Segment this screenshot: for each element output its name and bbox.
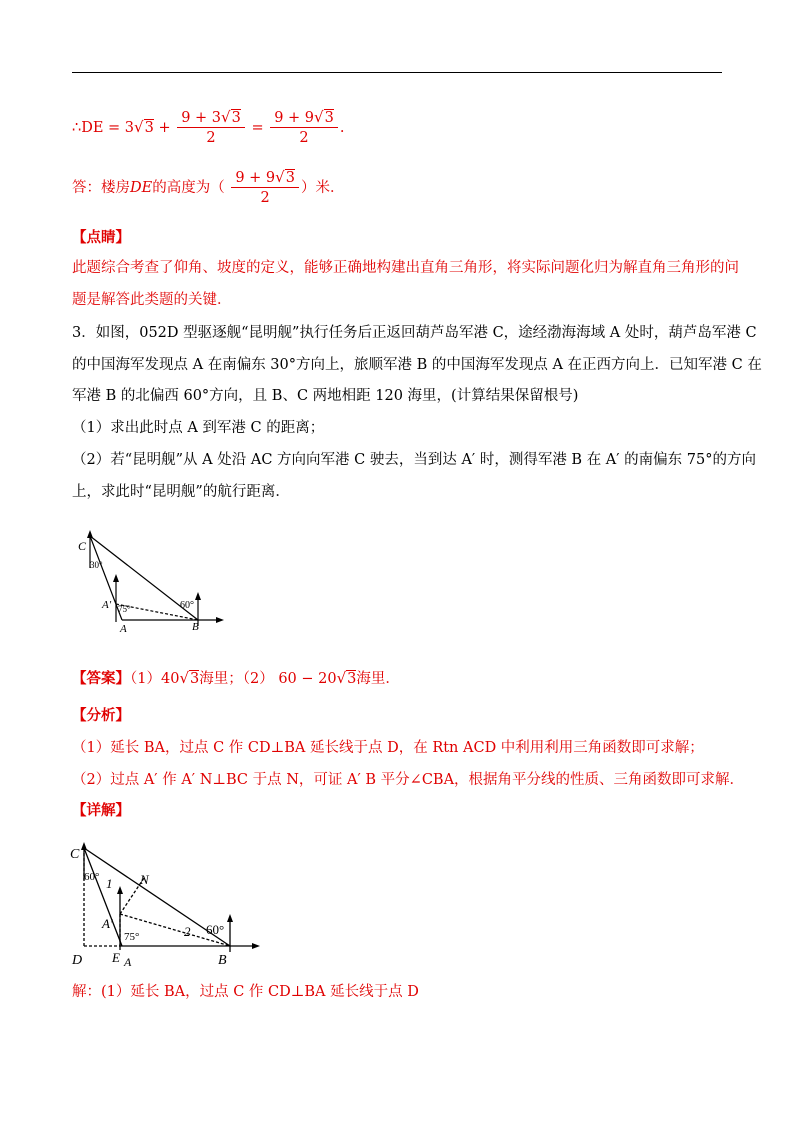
question-2-line-1: （2）若“昆明舰”从 A 处沿 AC 方向向军港 C 驶去，当到达 A′ 时，测得军港 B 在 A′ 的南偏东 75°的方向	[72, 452, 756, 468]
analysis-line-1: （1）延长 BA，过点 C 作 CD⊥BA 延长线于点 D，在 Rtn ACD 中利用利用三角函数即可求解；	[72, 740, 704, 756]
problem-line-3: 军港 B 的北偏西 60°方向，且 B、C 两地相距 120 海里，(计算结果保留根号)	[72, 388, 579, 404]
question-1: （1）求出此时点 A 到军港 C 的距离；	[72, 420, 325, 436]
figure-2	[66, 830, 262, 970]
angle-30: 30°	[90, 560, 103, 570]
dianjing-label: 【点睛】	[72, 229, 130, 246]
arrow-north-c	[81, 842, 87, 850]
angle-60-c: 60°	[84, 871, 100, 883]
label-b: B	[192, 621, 199, 633]
label-n: N	[140, 872, 149, 887]
label-a: A	[124, 955, 132, 969]
arrow-north-b	[195, 592, 201, 600]
analysis-line-2: （2）过点 A′ 作 A′ N⊥BC 于点 N，可证 A′ B 平分∠CBA，根据角平分线的性质、三角函数即可求解．	[72, 772, 745, 788]
label-2: 2	[184, 924, 191, 939]
formula-prefix: ∴DE = 3	[72, 120, 135, 136]
label-d: D	[72, 953, 83, 968]
label-a: A	[120, 623, 127, 635]
dianjing-line-2: 题是解答此类题的关键．	[72, 292, 232, 308]
line-ca	[84, 848, 122, 946]
arrow-east-b	[252, 943, 260, 949]
label-a-prime: A′	[102, 599, 112, 611]
label-1: 1	[106, 876, 113, 891]
arrow-east-b	[216, 617, 224, 623]
formula-plus: +	[158, 120, 171, 136]
dianjing-line-1: 此题综合考查了仰角、坡度的定义，能够正确地构建出直角三角形，将实际问题化归为解直角三角形的问	[72, 260, 739, 276]
label-b: B	[218, 953, 227, 968]
answer-line: 【答案】（1）40√3海里；（2） 60 − 20√3海里．	[72, 669, 400, 687]
header-rule	[72, 72, 722, 73]
arrow-north-b	[227, 914, 233, 922]
problem-line-2: 的中国海军发现点 A 在南偏东 30°方向上，旅顺军港 B 的中国海军发现点 A 在正西方向上．已知军港 C 在	[72, 357, 762, 373]
angle-75: 75°	[124, 931, 140, 943]
answer-fraction: $\frac{9 + 9√3}{2}$	[231, 168, 299, 208]
label-c: C	[78, 539, 87, 553]
formula-equals: =	[251, 120, 264, 136]
formula-fraction-2: $\frac{9 + 9√3}{2}$	[270, 108, 338, 148]
problem-line-1: 3．如图，052D 型驱逐舰“昆明舰”执行任务后正返回葫芦岛军港 C，途经渤海海域 A 处时，葫芦岛军港 C	[72, 325, 757, 341]
answer-variable: DE	[130, 180, 153, 196]
arrow-north-a-prime	[117, 886, 123, 894]
label-a-prime: A′	[102, 916, 113, 931]
previous-answer: 答：楼房DE的高度为（ $\frac{9 + 9√3}{2}$ ）米．	[72, 168, 345, 206]
arrow-north-a-prime	[113, 574, 119, 582]
formula-radicand: 3	[144, 120, 154, 136]
analysis-label: 【分析】	[72, 707, 130, 724]
arrow-north-c	[87, 530, 93, 538]
formula-fraction-1: $\frac{9 + 3√3}{2}$	[177, 108, 245, 148]
answer-label: 【答案】	[72, 670, 130, 687]
de-formula: ∴DE = 3√3 + $\frac{9 + 3√3}{2}$ = $\frac{9 + 9√3}{2}$ .	[72, 108, 345, 146]
angle-60: 60°	[180, 600, 194, 611]
detail-label: 【详解】	[72, 802, 130, 819]
figure-1	[72, 528, 232, 638]
question-2-line-2: 上，求此时“昆明舰”的航行距离．	[72, 484, 290, 500]
angle-75: 75°	[118, 604, 131, 614]
solution-line: 解：(1）延长 BA，过点 C 作 CD⊥BA 延长线于点 D	[72, 984, 419, 1000]
label-c: C	[70, 847, 80, 862]
angle-60-b: 60°	[206, 922, 225, 937]
label-e: E	[112, 950, 120, 965]
